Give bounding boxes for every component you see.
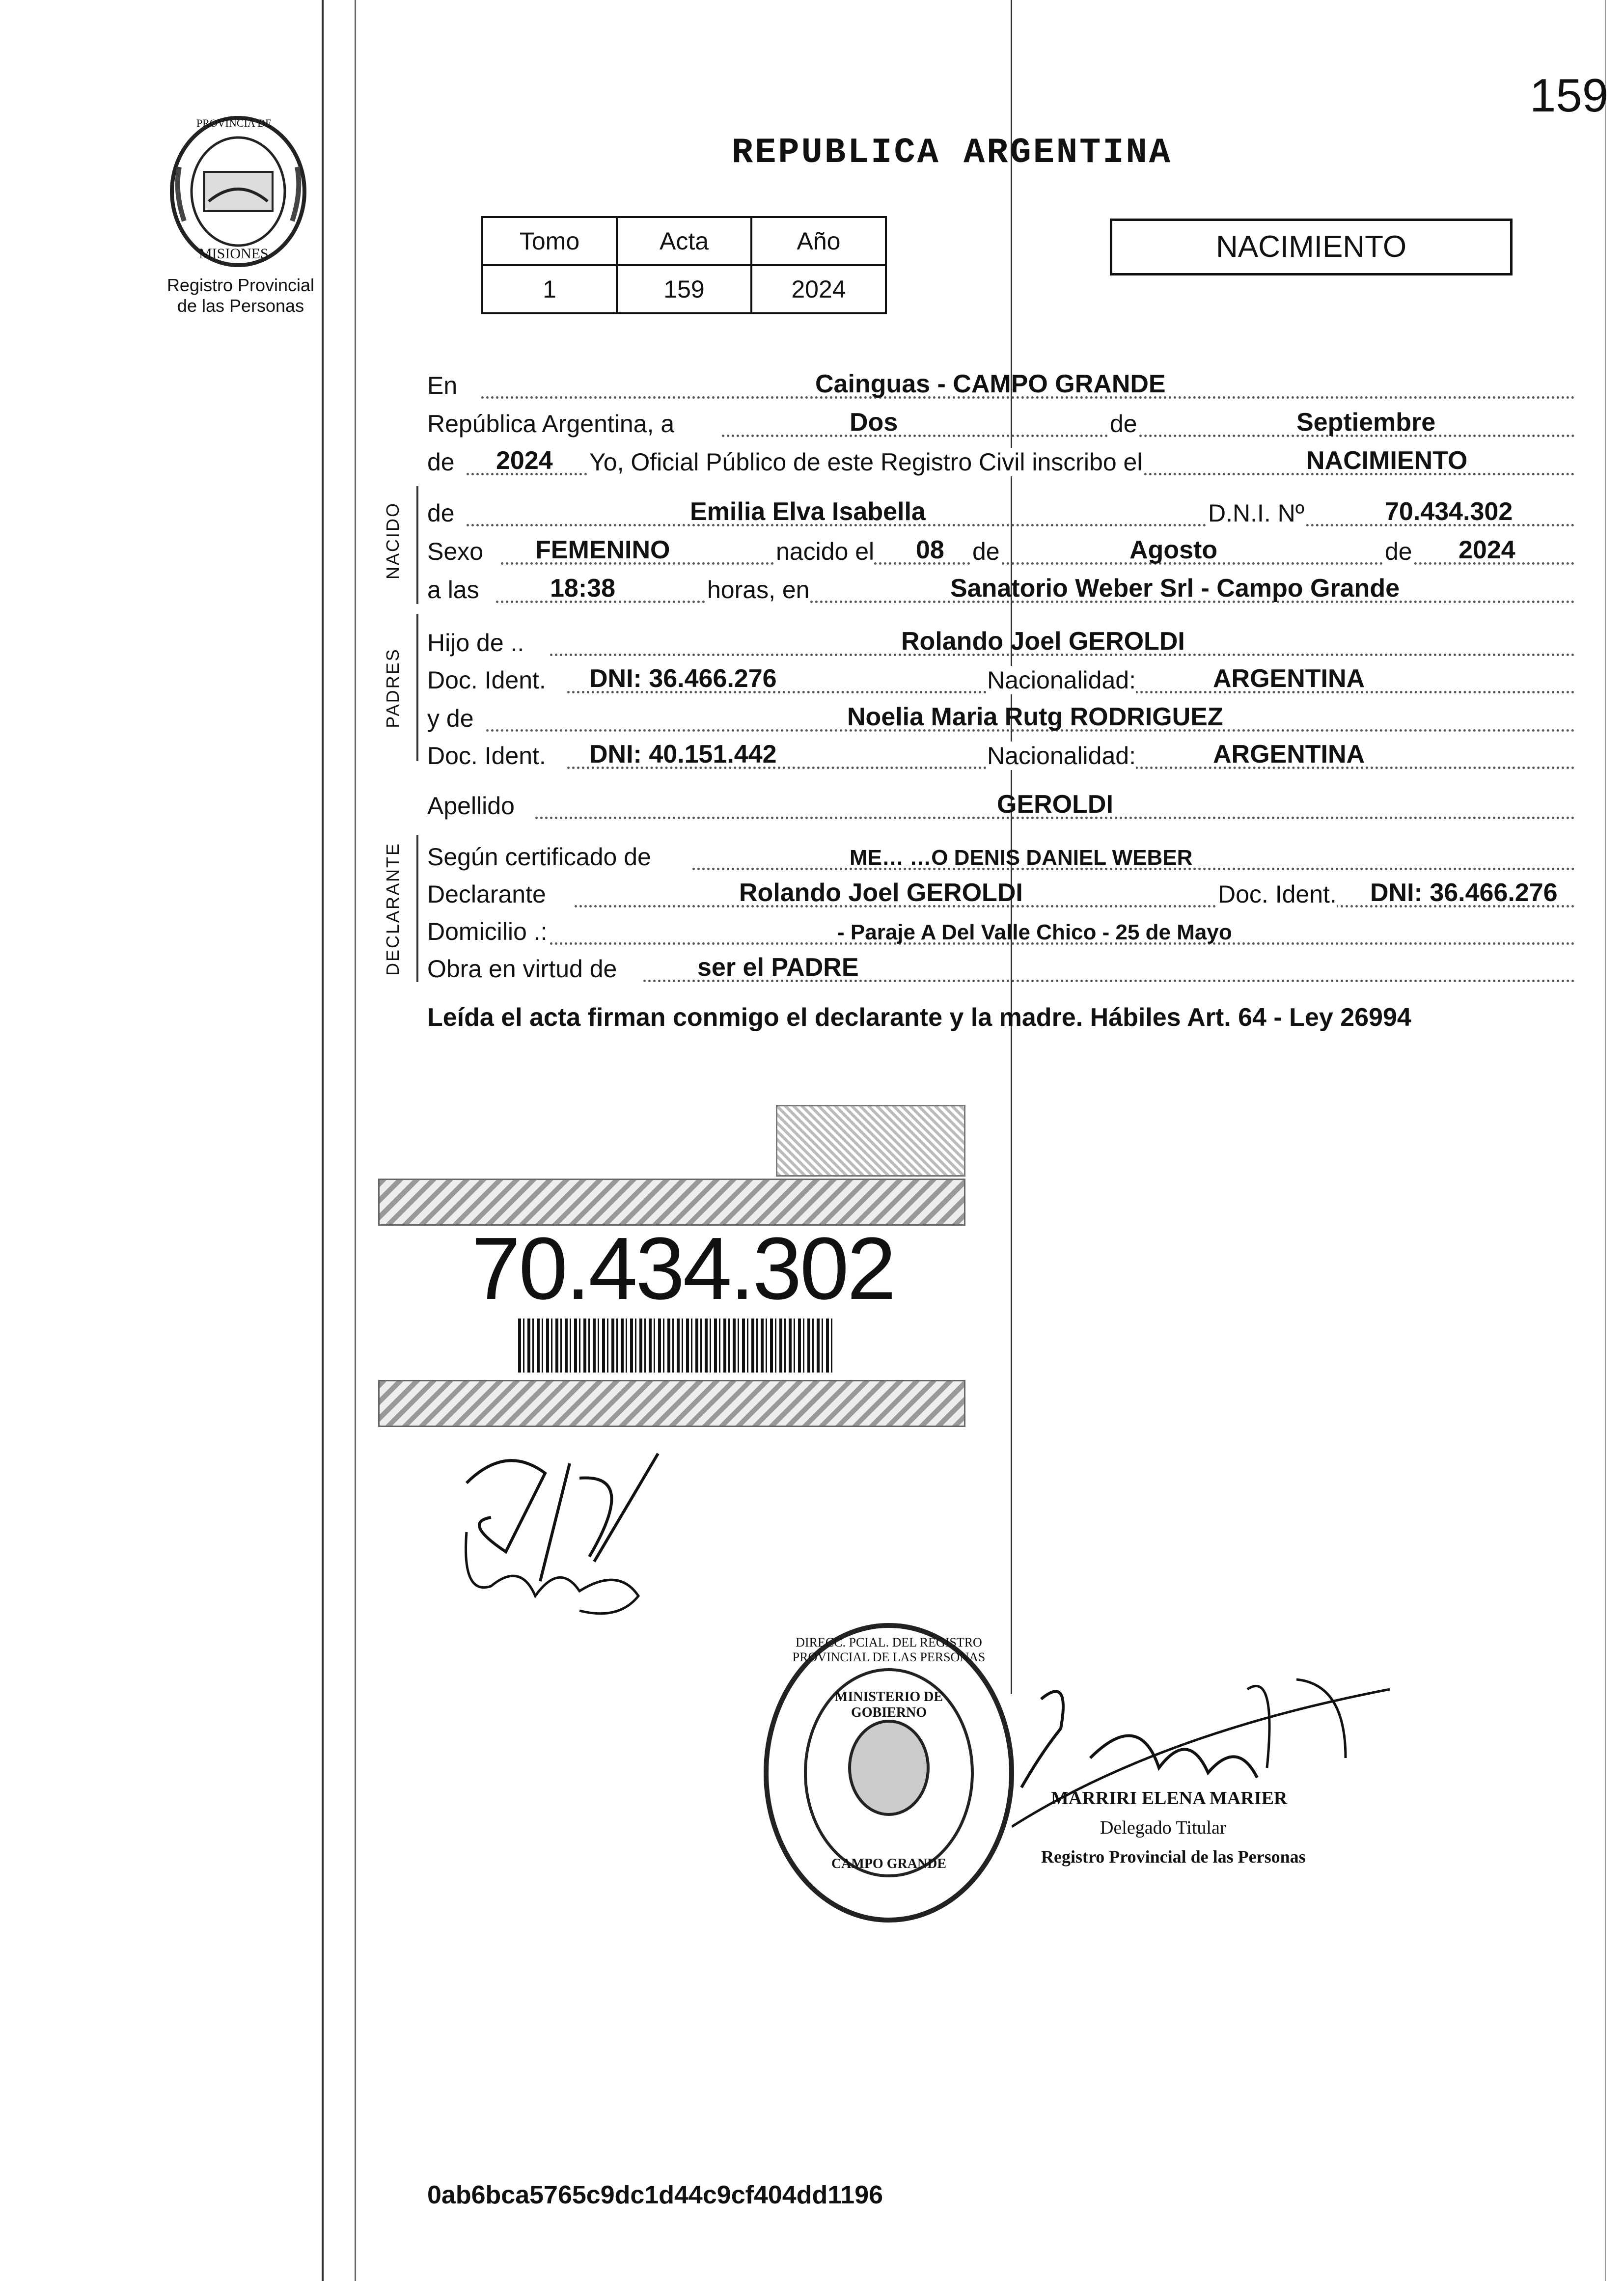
barcode <box>518 1319 832 1373</box>
logo-caption-line2: de las Personas <box>177 296 304 316</box>
row-nacido-name <box>427 491 1575 530</box>
official-office: Registro Provincial de las Personas <box>1041 1847 1306 1867</box>
domicilio-label: Domicilio .: <box>427 918 548 945</box>
nacido-section-label: NACIDO <box>383 502 403 580</box>
row-father <box>427 621 1575 660</box>
stamp-bottom-text: CAMPO GRANDE <box>831 1856 947 1871</box>
a-las-label: a las <box>427 576 479 604</box>
mother-doc: DNI: 40.151.442 <box>589 740 777 769</box>
domicilio-value: - Paraje A Del Valle Chico - 25 de Mayo <box>837 920 1232 944</box>
row-sexo <box>427 529 1575 569</box>
declarante-name: Rolando Joel GEROLDI <box>739 879 1023 907</box>
country-title: REPUBLICA ARGENTINA <box>732 133 1172 173</box>
row-certificado <box>427 835 1575 874</box>
de2-label: de <box>427 448 455 476</box>
birth-year: 2024 <box>1459 536 1515 564</box>
right-edge-line <box>1605 0 1606 2281</box>
left-margin-line <box>322 0 324 2281</box>
row-hora <box>427 568 1575 607</box>
nacido-el-label: nacido el <box>776 538 875 565</box>
row-obra <box>427 947 1575 986</box>
nacido-bar <box>416 486 418 604</box>
cert-value: ME… …O DENIS DANIEL WEBER <box>850 846 1193 870</box>
logo-caption <box>152 275 329 316</box>
document-hash: 0ab6bca5765c9dc1d44c9cf404dd1196 <box>427 2181 883 2209</box>
logo-seal-top: PROVINCIA DE <box>196 117 272 129</box>
logo-seal-bottom: MISIONES <box>199 246 269 262</box>
logo-caption-line1: Registro Provincial <box>166 275 315 295</box>
cert-label: Según certificado de <box>427 843 651 871</box>
official-role: Delegado Titular <box>1100 1817 1226 1838</box>
obra-value: ser el PADRE <box>697 953 859 982</box>
row-domicilio <box>427 909 1575 949</box>
apellido-label: Apellido <box>427 792 515 820</box>
security-hologram <box>776 1105 965 1177</box>
inscribe-type: NACIMIENTO <box>1306 446 1468 475</box>
row-place <box>427 363 1575 403</box>
doc-label: Doc. Ident. <box>1218 880 1337 908</box>
birth-hour: 18:38 <box>550 574 615 603</box>
birth-month: Agosto <box>1129 536 1218 564</box>
sticker-band-bottom <box>378 1380 965 1427</box>
declarante-label: Declarante <box>427 880 546 908</box>
declarant-signature <box>432 1434 707 1630</box>
registry-table <box>481 216 887 314</box>
tomo-header: Tomo <box>482 217 617 265</box>
tomo-value: 1 <box>482 265 617 313</box>
y-de-label: y de <box>427 705 474 732</box>
hijo-label: Hijo de .. <box>427 629 524 657</box>
sticker-dni-number: 70.434.302 <box>471 1219 894 1318</box>
de-label: de <box>1385 538 1412 565</box>
ano-value: 2024 <box>751 265 886 313</box>
nac-label: Nacionalidad: <box>987 666 1136 694</box>
official-name: MARRIRI ELENA MARIER <box>1051 1788 1288 1809</box>
registry-header-row <box>482 217 886 265</box>
doc-label: Doc. Ident. <box>427 666 546 694</box>
acta-header: Acta <box>617 217 751 265</box>
closing-text: Leída el acta firman conmigo el declarante y la madre. Hábiles Art. 64 - Ley 26994 <box>427 1003 1411 1032</box>
birth-place: Sanatorio Weber Srl - Campo Grande <box>950 574 1400 603</box>
acta-value: 159 <box>617 265 751 313</box>
republica-label: República Argentina, a <box>427 410 675 438</box>
mother-name: Noelia Maria Rutg RODRIGUEZ <box>847 703 1223 731</box>
ano-header: Año <box>751 217 886 265</box>
row-mother-doc <box>427 734 1575 773</box>
stamp-outer-text: DIRECC. PCIAL. DEL REGISTRO PROVINCIAL DE LAS PERSONAS <box>792 1635 986 1664</box>
padres-section-label: PADRES <box>383 648 403 728</box>
child-name: Emilia Elva Isabella <box>690 497 926 526</box>
row-mother <box>427 696 1575 736</box>
apellido-value: GEROLDI <box>997 790 1113 819</box>
oficial-text: Yo, Oficial Público de este Registro Civil inscribo el <box>589 448 1143 476</box>
nacido-de-label: de <box>427 499 455 527</box>
row-date <box>427 402 1575 441</box>
father-doc: DNI: 36.466.276 <box>589 664 777 693</box>
father-name: Rolando Joel GEROLDI <box>901 627 1185 656</box>
registry-value-row <box>482 265 886 313</box>
place-value: Cainguas - CAMPO GRANDE <box>815 370 1166 398</box>
dni-label: D.N.I. Nº <box>1208 499 1305 527</box>
padres-bar <box>416 614 418 761</box>
page-number: 159 <box>1530 69 1609 122</box>
stamp-inner-text: MINISTERIO DE GOBIERNO <box>834 1689 943 1720</box>
birth-day: 08 <box>916 536 944 564</box>
row-year <box>427 440 1575 479</box>
declarante-bar <box>416 835 418 982</box>
left-margin-line-2 <box>355 0 356 2281</box>
en-label: En <box>427 372 458 399</box>
horas-label: horas, en <box>707 576 810 604</box>
mother-nationality: ARGENTINA <box>1213 740 1365 769</box>
father-nationality: ARGENTINA <box>1213 664 1365 693</box>
official-stamp <box>761 1621 1017 1925</box>
de-label: de <box>972 538 1000 565</box>
declarante-doc: DNI: 36.466.276 <box>1370 879 1558 907</box>
act-type-box: NACIMIENTO <box>1110 219 1513 275</box>
month-value: Septiembre <box>1296 408 1436 437</box>
nac-label: Nacionalidad: <box>987 742 1136 769</box>
day-value: Dos <box>850 408 898 437</box>
sexo-label: Sexo <box>427 538 483 565</box>
sexo-value: FEMENINO <box>535 536 670 564</box>
declarante-section-label: DECLARANTE <box>383 842 403 976</box>
doc-label: Doc. Ident. <box>427 742 546 769</box>
year-value: 2024 <box>496 446 553 475</box>
obra-label: Obra en virtud de <box>427 955 617 983</box>
row-father-doc <box>427 658 1575 697</box>
row-declarante <box>427 872 1575 911</box>
de-label: de <box>1110 410 1137 438</box>
row-apellido <box>427 784 1575 823</box>
child-dni: 70.434.302 <box>1385 497 1513 526</box>
